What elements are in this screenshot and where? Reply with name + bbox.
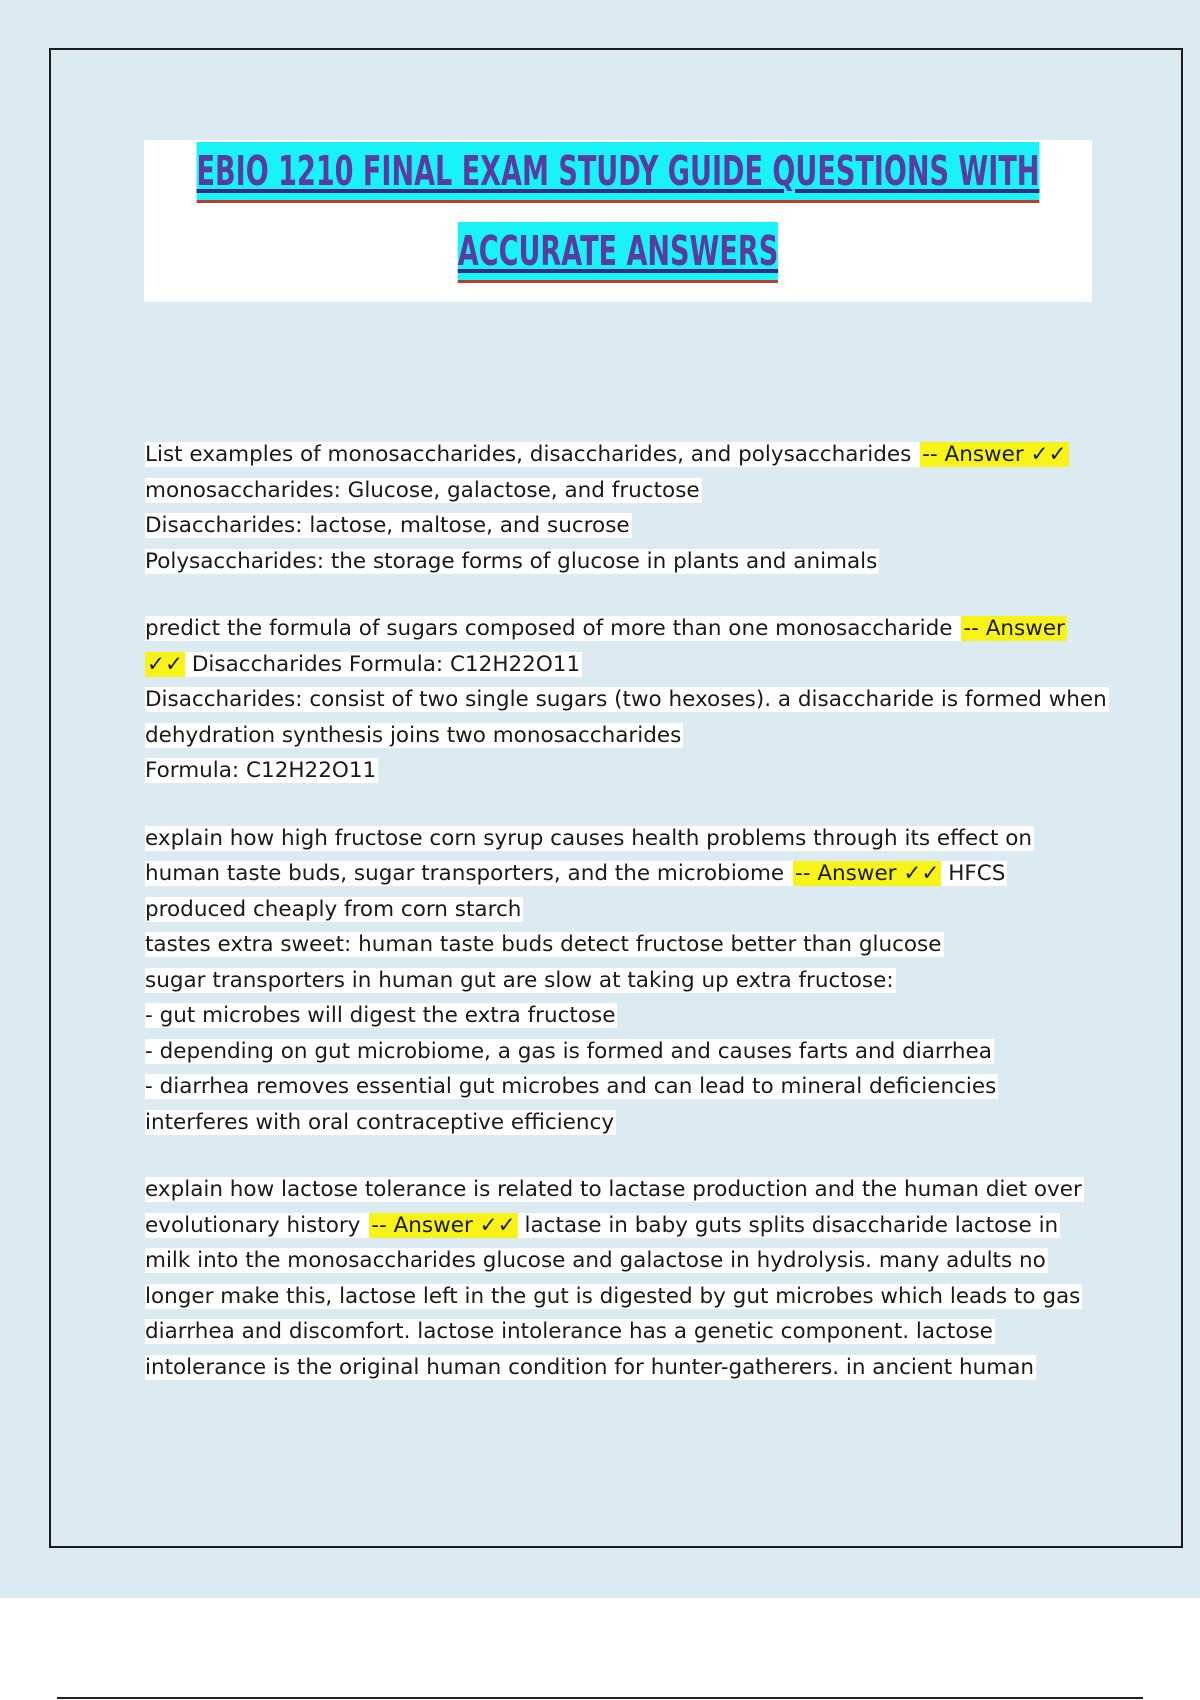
- answer-line: [145, 1350, 1095, 1386]
- answer-line: [145, 544, 1095, 580]
- document-body: [145, 437, 1107, 1417]
- question-text: explain how lactose tolerance is related to lactase production and the human diet over: [145, 1177, 1082, 1202]
- answer-text: sugar transporters in human gut are slow at taking up extra fructose:: [145, 967, 894, 993]
- answer-line: [145, 1314, 1095, 1350]
- qa-item: [145, 611, 1107, 789]
- answer-text: intolerance is the original human condition for hunter-gatherers. in ancient human: [145, 1354, 1035, 1380]
- answer-text: diarrhea and discomfort. lactose intolerance has a genetic component. lactose: [145, 1319, 993, 1344]
- answer-marker-part1: -- Answer: [963, 616, 1065, 641]
- answer-line: [145, 963, 1095, 999]
- bottom-divider: [57, 1697, 1143, 1699]
- answer-marker-part2: ✓✓: [147, 651, 184, 677]
- answer-line: [145, 1105, 1095, 1141]
- answer-marker: -- Answer ✓✓: [922, 442, 1067, 467]
- answer-text: tastes extra sweet: human taste buds detect fructose better than glucose: [145, 932, 942, 957]
- bullet-text: - depending on gut microbiome, a gas is formed and causes farts and diarrhea: [145, 1038, 992, 1064]
- answer-text: Disaccharides: consist of two single sugars (two hexoses). a disaccharide is formed when: [145, 687, 1107, 712]
- question-text: List examples of monosaccharides, disaccharides, and polysaccharides: [145, 442, 919, 467]
- question-text: predict the formula of sugars composed of more than one monosaccharide: [145, 616, 960, 641]
- answer-line: [145, 682, 1107, 718]
- answer-line: [145, 718, 1095, 754]
- answer-text: produced cheaply from corn starch: [145, 896, 522, 922]
- answer-line: [145, 1243, 1095, 1279]
- answer-line: [145, 892, 1095, 928]
- answer-text: Disaccharides: lactose, maltose, and sucrose: [145, 513, 630, 538]
- qa-item: [145, 821, 1095, 1141]
- bullet-line: [145, 998, 1095, 1034]
- bullet-text: - diarrhea removes essential gut microbes and can lead to mineral deficiencies: [145, 1074, 997, 1099]
- answer-line: [145, 508, 1095, 544]
- question-text: explain how high fructose corn syrup causes health problems through its effect on: [145, 825, 1033, 851]
- answer-line: [145, 1279, 1095, 1315]
- bullet-line: [145, 1069, 1095, 1105]
- document-title-line-2: ACCURATE ANSWERS: [458, 222, 778, 283]
- bullet-line: [145, 1034, 1095, 1070]
- question-line: [145, 611, 1095, 647]
- answer-text: lactase in baby guts splits disaccharide lactose in: [517, 1212, 1059, 1238]
- answer-line: [145, 647, 1095, 683]
- answer-line: [145, 927, 1095, 963]
- answer-line: [145, 753, 1095, 789]
- bullet-text: - gut microbes will digest the extra fructose: [145, 1003, 616, 1028]
- document-title-line-1: EBIO 1210 FINAL EXAM STUDY GUIDE QUESTIONS WITH: [197, 142, 1040, 203]
- answer-text: milk into the monosaccharides glucose and galactose in hydrolysis. many adults no: [145, 1248, 1046, 1273]
- question-line: [145, 821, 1095, 857]
- question-line: [145, 856, 1095, 892]
- answer-text: longer make this, lactose left in the gut is digested by gut microbes which leads to gas: [145, 1283, 1081, 1309]
- answer-marker: -- Answer ✓✓: [371, 1212, 516, 1238]
- answer-text: Polysaccharides: the storage forms of glucose in plants and animals: [145, 548, 878, 574]
- question-text: human taste buds, sugar transporters, and the microbiome: [145, 861, 791, 886]
- answer-text: dehydration synthesis joins two monosaccharides: [145, 722, 682, 748]
- answer-marker: -- Answer ✓✓: [794, 861, 940, 886]
- title-block: [144, 140, 1092, 302]
- qa-item: [145, 437, 1095, 579]
- answer-text: HFCS: [941, 861, 1006, 886]
- question-line: [145, 1208, 1095, 1244]
- answer-line: [145, 473, 1095, 509]
- question-line: [145, 437, 1095, 473]
- answer-text: Disaccharides Formula: C12H22O11: [185, 651, 581, 677]
- question-text: evolutionary history: [145, 1212, 368, 1238]
- question-line: [145, 1172, 1095, 1208]
- answer-text: monosaccharides: Glucose, galactose, and fructose: [145, 477, 700, 503]
- qa-item: [145, 1172, 1095, 1385]
- answer-text: Formula: C12H22O11: [145, 758, 377, 783]
- answer-text: interferes with oral contraceptive efficiency: [145, 1109, 615, 1135]
